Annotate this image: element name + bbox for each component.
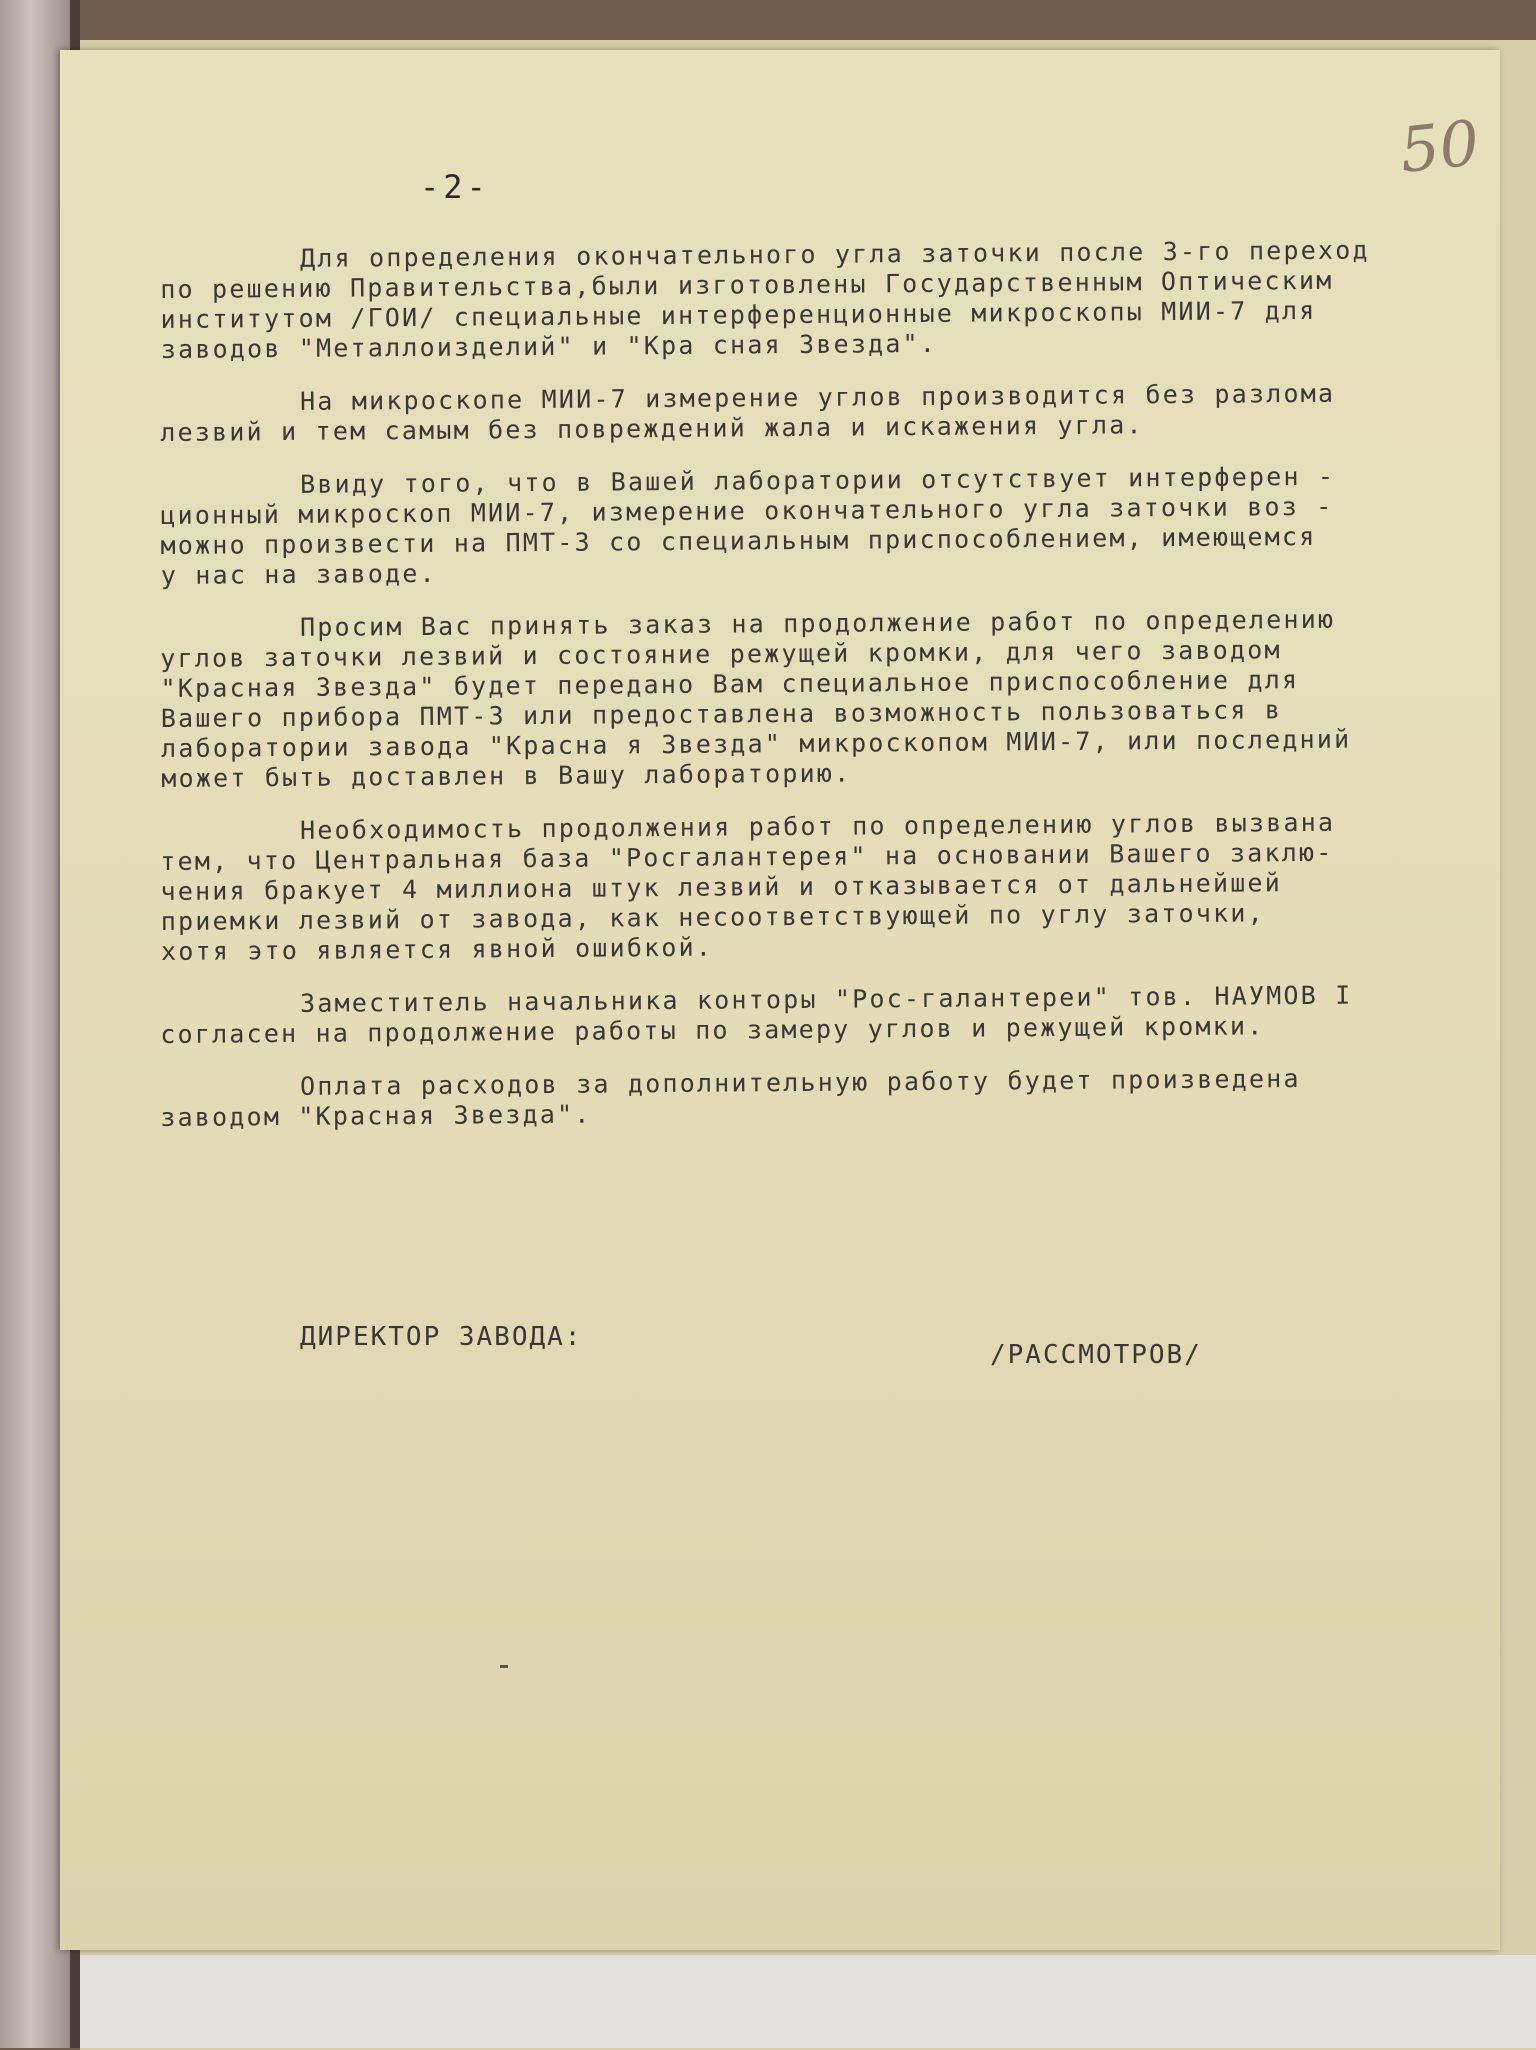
paragraph-7 bbox=[160, 1063, 1490, 1133]
text-line: углов заточки лезвий и состояние режущей кромки, для чего заводом bbox=[160, 635, 1282, 673]
letter-body bbox=[160, 235, 1490, 1156]
page-number: -2- bbox=[420, 168, 490, 206]
paragraph-5 bbox=[160, 807, 1491, 967]
paragraph-6 bbox=[160, 980, 1490, 1050]
text-line: На микроскопе МИИ-7 измерение углов производится без разлома bbox=[299, 378, 1336, 416]
text-line: Заместитель начальника конторы "Рос-галантереи" тов. НАУМОВ I bbox=[299, 980, 1353, 1018]
text-line: хотя это является явной ошибкой. bbox=[160, 932, 714, 966]
text-line: институтом /ГОИ/ специальные интерференционные микроскопы МИИ-7 для bbox=[160, 295, 1317, 334]
text-line: заводов "Металлоизделий" и "Кра сная Звезда". bbox=[160, 328, 938, 364]
text-line: Ввиду того, что в Вашей лаборатории отсутствует интерферен - bbox=[299, 461, 1336, 499]
document-page bbox=[60, 50, 1500, 1950]
text-line: приемки лезвий от завода, как несоответствующей по углу заточки, bbox=[160, 898, 1265, 936]
text-line: согласен на продолжение работы по замеру углов и режущей кромки. bbox=[160, 1011, 1265, 1049]
text-line: лаборатории завода "Красна я Звезда" микроскопом МИИ-7, или последний bbox=[160, 724, 1352, 763]
signature-title: ДИРЕКТОР ЗАВОДА: bbox=[300, 1322, 583, 1352]
text-line: Вашего прибора ПМТ-3 или предоставлена возможность пользоваться в bbox=[160, 695, 1283, 733]
paragraph-2 bbox=[160, 378, 1490, 448]
text-line: тем, что Центральная база "Росгалантерея" на основании Вашего заклю- bbox=[160, 837, 1334, 876]
text-line: чения бракует 4 миллиона штук лезвий и отказывается от дальнейшей bbox=[160, 868, 1283, 906]
text-line: Оплата расходов за дополнительную работу будет произведена bbox=[299, 1064, 1301, 1101]
text-line: можно произвести на ПМТ-3 со специальным приспособлением, имеющемся bbox=[160, 521, 1317, 560]
text-line: Просим Вас принять заказ на продолжение работ по определению bbox=[299, 604, 1336, 642]
paragraph-3 bbox=[160, 461, 1491, 591]
bottom-paper-strip bbox=[80, 1955, 1536, 2048]
ink-speck bbox=[500, 1665, 508, 1668]
text-line: по решению Правительства,были изготовлены Государственным Оптическим bbox=[160, 265, 1334, 304]
text-line: Для определения окончательного угла заточки после 3-го переход bbox=[299, 235, 1370, 273]
text-line: лезвий и тем самым без повреждений жала и искажения угла. bbox=[160, 410, 1144, 447]
handwritten-folio-number: 50 bbox=[1396, 106, 1483, 187]
text-line: ционный микроскоп МИИ-7, измерение окончательного угла заточки воз - bbox=[160, 491, 1334, 530]
paragraph-4 bbox=[160, 604, 1491, 794]
text-line: у нас на заводе. bbox=[160, 558, 437, 590]
text-line: Необходимость продолжения работ по определению углов вызвана bbox=[299, 807, 1336, 845]
text-line: заводом "Красная Звезда". bbox=[160, 1099, 592, 1132]
signature-name: /РАССМОТРОВ/ bbox=[990, 1340, 1202, 1370]
text-line: "Красная Звезда" будет передано Вам специальное приспособление для bbox=[160, 665, 1300, 703]
paragraph-1 bbox=[160, 235, 1491, 365]
text-line: может быть доставлен в Вашу лабораторию. bbox=[161, 758, 852, 793]
